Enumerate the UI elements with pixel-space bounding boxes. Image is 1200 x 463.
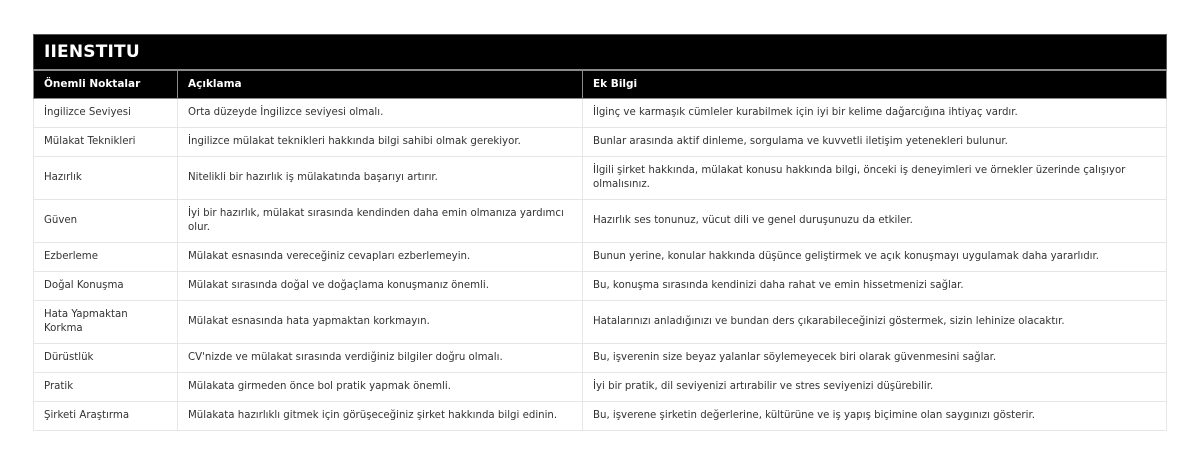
cell-key-point: İngilizce Seviyesi xyxy=(34,99,178,128)
cell-description: Mülakat esnasında vereceğiniz cevapları ezberlemeyin. xyxy=(178,243,583,272)
table-row xyxy=(34,402,1167,431)
cell-additional-info: Bu, işverenin size beyaz yalanlar söylemeyecek biri olarak güvenmesini sağlar. xyxy=(583,344,1167,373)
cell-additional-info: İyi bir pratik, dil seviyenizi artırabilir ve stres seviyenizi düşürebilir. xyxy=(583,373,1167,402)
table-row xyxy=(34,373,1167,402)
cell-key-point: Dürüstlük xyxy=(34,344,178,373)
cell-additional-info: Bunlar arasında aktif dinleme, sorgulama ve kuvvetli iletişim yetenekleri bulunur. xyxy=(583,128,1167,157)
cell-key-point: Ezberleme xyxy=(34,243,178,272)
cell-description: Orta düzeyde İngilizce seviyesi olmalı. xyxy=(178,99,583,128)
cell-description: Mülakata hazırlıklı gitmek için görüşeceğiniz şirket hakkında bilgi edinin. xyxy=(178,402,583,431)
cell-description: İngilizce mülakat teknikleri hakkında bilgi sahibi olmak gerekiyor. xyxy=(178,128,583,157)
table-title-row xyxy=(34,35,1167,70)
table-row xyxy=(34,272,1167,301)
cell-description: Mülakat esnasında hata yapmaktan korkmayın. xyxy=(178,301,583,344)
cell-additional-info: Hatalarınızı anladığınızı ve bundan ders çıkarabileceğinizi göstermek, sizin lehinize olacaktır. xyxy=(583,301,1167,344)
cell-key-point: Güven xyxy=(34,200,178,243)
cell-additional-info: Hazırlık ses tonunuz, vücut dili ve genel duruşunuzu da etkiler. xyxy=(583,200,1167,243)
cell-key-point: Hazırlık xyxy=(34,157,178,200)
table-row xyxy=(34,99,1167,128)
cell-description: Mülakata girmeden önce bol pratik yapmak önemli. xyxy=(178,373,583,402)
cell-additional-info: Bu, konuşma sırasında kendinizi daha rahat ve emin hissetmenizi sağlar. xyxy=(583,272,1167,301)
table-header-row xyxy=(34,70,1167,99)
cell-additional-info: İlginç ve karmaşık cümleler kurabilmek için iyi bir kelime dağarcığına ihtiyaç vardır. xyxy=(583,99,1167,128)
cell-key-point: Mülakat Teknikleri xyxy=(34,128,178,157)
table-row xyxy=(34,157,1167,200)
table-row xyxy=(34,243,1167,272)
table-row xyxy=(34,128,1167,157)
cell-additional-info: Bu, işverene şirketin değerlerine, kültürüne ve iş yapış biçimine olan saygınızı gösterir. xyxy=(583,402,1167,431)
cell-description: Nitelikli bir hazırlık iş mülakatında başarıyı artırır. xyxy=(178,157,583,200)
cell-key-point: Doğal Konuşma xyxy=(34,272,178,301)
cell-additional-info: İlgili şirket hakkında, mülakat konusu hakkında bilgi, önceki iş deneyimleri ve örnekler üzerinde çalışıyor olmalısınız. xyxy=(583,157,1167,200)
info-table xyxy=(33,34,1167,431)
table-container xyxy=(33,34,1166,431)
cell-key-point: Şirketi Araştırma xyxy=(34,402,178,431)
table-row xyxy=(34,200,1167,243)
cell-description: CV'nizde ve mülakat sırasında verdiğiniz bilgiler doğru olmalı. xyxy=(178,344,583,373)
table-title: IIENSTITU xyxy=(34,35,1167,70)
column-header-additional-info: Ek Bilgi xyxy=(583,70,1167,99)
cell-description: İyi bir hazırlık, mülakat sırasında kendinden daha emin olmanıza yardımcı olur. xyxy=(178,200,583,243)
table-row xyxy=(34,344,1167,373)
column-header-key-points: Önemli Noktalar xyxy=(34,70,178,99)
cell-description: Mülakat sırasında doğal ve doğaçlama konuşmanız önemli. xyxy=(178,272,583,301)
table-row xyxy=(34,301,1167,344)
cell-key-point: Pratik xyxy=(34,373,178,402)
cell-additional-info: Bunun yerine, konular hakkında düşünce geliştirmek ve açık konuşmayı uygulamak daha yararlıdır. xyxy=(583,243,1167,272)
cell-key-point: Hata Yapmaktan Korkma xyxy=(34,301,178,344)
column-header-description: Açıklama xyxy=(178,70,583,99)
